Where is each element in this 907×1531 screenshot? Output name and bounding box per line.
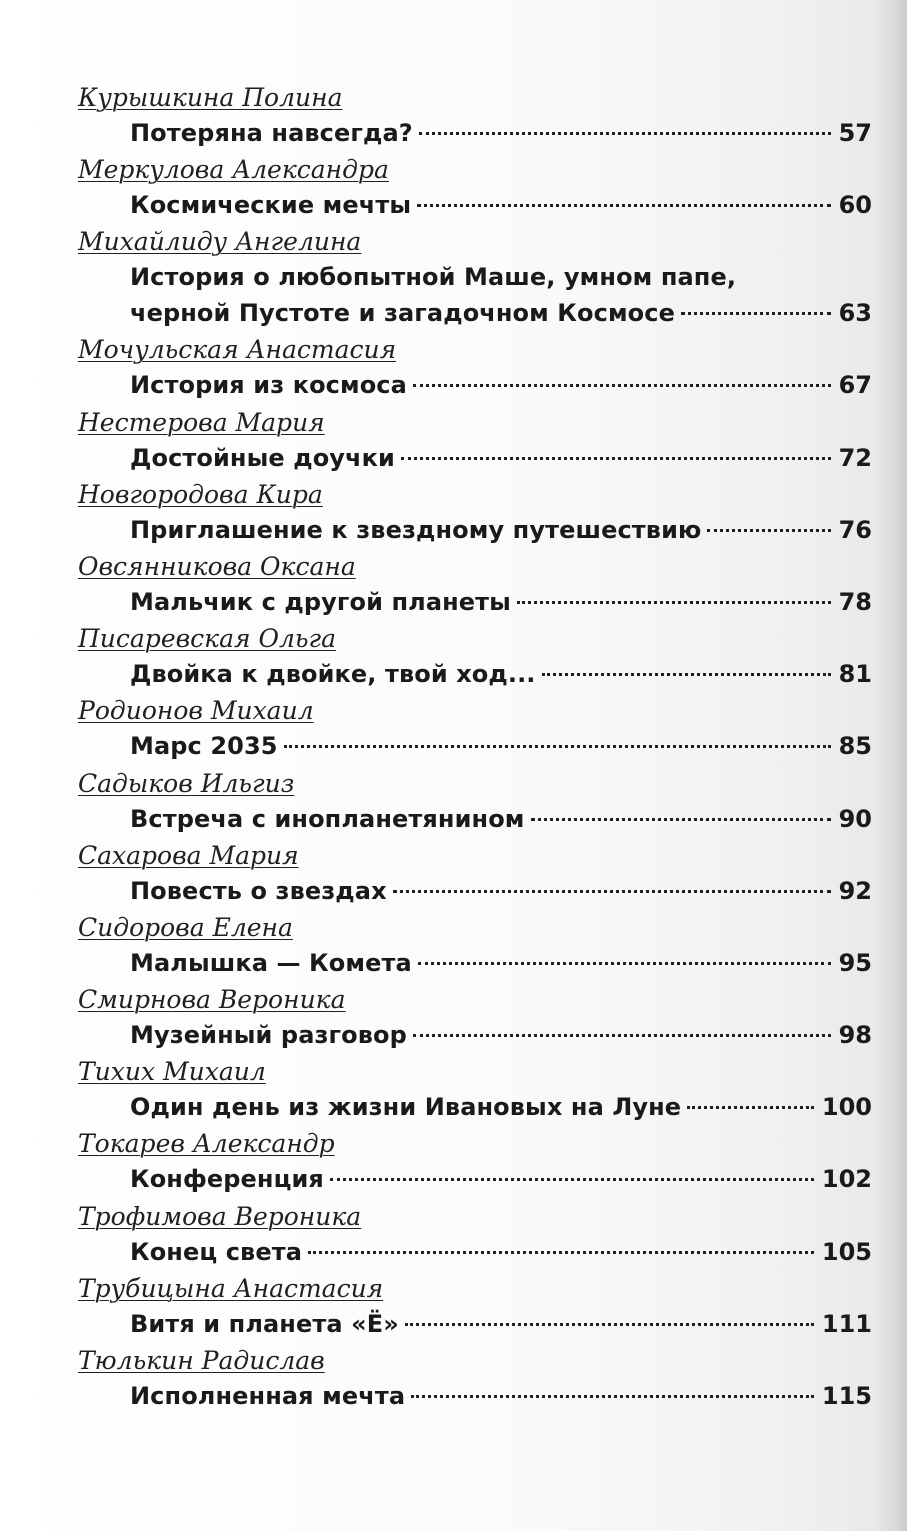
title-row: [130, 1090, 872, 1124]
author-name: Токарев Александр: [78, 1129, 335, 1159]
author-name: Мочульская Анастасия: [78, 335, 397, 365]
story-title: Малышка — Комета: [130, 948, 412, 977]
page-number: 98: [838, 1021, 872, 1050]
author-name: Сахарова Мария: [78, 840, 299, 870]
dot-leader: [413, 384, 831, 387]
dot-leader: [531, 818, 831, 821]
page-number: 63: [838, 299, 872, 328]
page-number: 60: [838, 191, 872, 220]
title-row: [130, 368, 872, 402]
toc-entry: [72, 1056, 872, 1128]
story-title: Мальчик с другой планеты: [130, 587, 511, 616]
toc-entry: [72, 695, 872, 767]
dot-leader: [413, 1034, 831, 1037]
story-title: Космические мечты: [130, 191, 412, 220]
dot-leader: [687, 1106, 814, 1109]
page-number: 105: [821, 1237, 872, 1266]
author-name: Меркулова Александра: [78, 155, 389, 185]
story-title: Приглашение к звездному путешествию: [130, 515, 702, 544]
toc-entry: [72, 407, 872, 479]
story-title: Встреча с инопланетянином: [130, 804, 525, 833]
binding-shadow: [873, 0, 907, 1531]
page-number: 102: [821, 1165, 872, 1194]
page-number: 92: [838, 876, 872, 905]
page-number: 81: [838, 660, 872, 689]
toc-entry: [72, 912, 872, 984]
title-row: [130, 657, 872, 691]
story-title: Один день из жизни Ивановых на Луне: [130, 1093, 682, 1122]
story-title: черной Пустоте и загадочном Космосе: [130, 299, 675, 328]
toc-entry: [72, 840, 872, 912]
dot-leader: [284, 745, 831, 748]
story-title: Повесть о звездах: [130, 876, 387, 905]
table-of-contents: [72, 82, 872, 1417]
page-number: 72: [838, 443, 872, 472]
title-row: [130, 1379, 872, 1413]
toc-entry: [72, 334, 872, 406]
title-row: [130, 260, 872, 294]
dot-leader: [405, 1323, 814, 1326]
dot-leader: [393, 890, 831, 893]
author-name: Тюлькин Радислав: [78, 1346, 325, 1375]
toc-entry: [72, 1345, 872, 1417]
author-name: Писаревская Ольга: [78, 624, 337, 654]
page-number: 76: [838, 515, 872, 544]
title-row: [130, 802, 872, 836]
author-name: Новгородова Кира: [78, 479, 323, 509]
story-title: Марс 2035: [130, 732, 278, 761]
story-title: Музейный разговор: [130, 1021, 407, 1050]
story-title: Потеряна навсегда?: [130, 119, 413, 147]
toc-entry: [72, 623, 872, 695]
author-name: Трубицына Анастасия: [78, 1273, 384, 1303]
dot-leader: [411, 1395, 814, 1398]
title-row: [130, 729, 872, 763]
title-row: [130, 513, 872, 547]
toc-entry: [72, 82, 872, 154]
page-number: 90: [838, 804, 872, 833]
title-row: [130, 188, 872, 222]
toc-entry: [72, 226, 872, 334]
story-title: Двойка к двойке, твой ход...: [130, 660, 536, 689]
page-number: 100: [821, 1093, 872, 1122]
toc-entry: [72, 768, 872, 840]
dot-leader: [330, 1178, 814, 1181]
toc-entry: [72, 1128, 872, 1200]
toc-entry: [72, 984, 872, 1056]
dot-leader: [308, 1251, 814, 1254]
story-title: Конец света: [130, 1237, 303, 1266]
story-title: Достойные доучки: [130, 443, 395, 472]
toc-entry: [72, 1201, 872, 1273]
author-name: Сидорова Елена: [78, 912, 293, 942]
toc-entry: [72, 551, 872, 623]
dot-leader: [542, 673, 831, 676]
page-number: 115: [821, 1382, 872, 1410]
author-name: Михайлиду Ангелина: [78, 227, 362, 257]
story-title: Исполненная мечта: [130, 1382, 406, 1410]
author-name: Курышкина Полина: [78, 83, 343, 112]
page-number: 78: [838, 587, 872, 616]
page-number: 67: [838, 371, 872, 400]
page-number: 95: [838, 948, 872, 977]
dot-leader: [707, 529, 830, 532]
author-name: Смирнова Вероника: [78, 985, 346, 1015]
story-title: Витя и планета «Ё»: [130, 1309, 399, 1338]
title-row: [130, 1162, 872, 1196]
title-row: [130, 585, 872, 619]
dot-leader: [517, 601, 831, 604]
author-name: Садыков Ильгиз: [78, 768, 295, 798]
story-title-line1: История о любопытной Маше, умном папе,: [130, 263, 737, 292]
title-row: [130, 296, 872, 330]
toc-entry: [72, 479, 872, 551]
author-name: Родионов Михаил: [78, 696, 314, 726]
title-row: [130, 441, 872, 475]
dot-leader: [681, 312, 831, 315]
dot-leader: [401, 457, 831, 460]
dot-leader: [417, 204, 830, 207]
title-row: [130, 874, 872, 908]
title-row: [130, 116, 872, 150]
dot-leader: [418, 962, 831, 965]
toc-entry: [72, 1273, 872, 1345]
author-name: Овсянникова Оксана: [78, 551, 356, 581]
title-row: [130, 1018, 872, 1052]
page-number: 57: [838, 119, 872, 147]
toc-entry: [72, 154, 872, 226]
title-row: [130, 1235, 872, 1269]
story-title: Конференция: [130, 1165, 324, 1194]
author-name: Тихих Михаил: [78, 1057, 266, 1087]
title-row: [130, 1307, 872, 1341]
story-title: История из космоса: [130, 371, 407, 400]
dot-leader: [419, 132, 831, 135]
page-number: 111: [821, 1309, 872, 1338]
author-name: Трофимова Вероника: [78, 1201, 362, 1231]
author-name: Нестерова Мария: [78, 407, 325, 437]
title-row: [130, 946, 872, 980]
page-number: 85: [838, 732, 872, 761]
